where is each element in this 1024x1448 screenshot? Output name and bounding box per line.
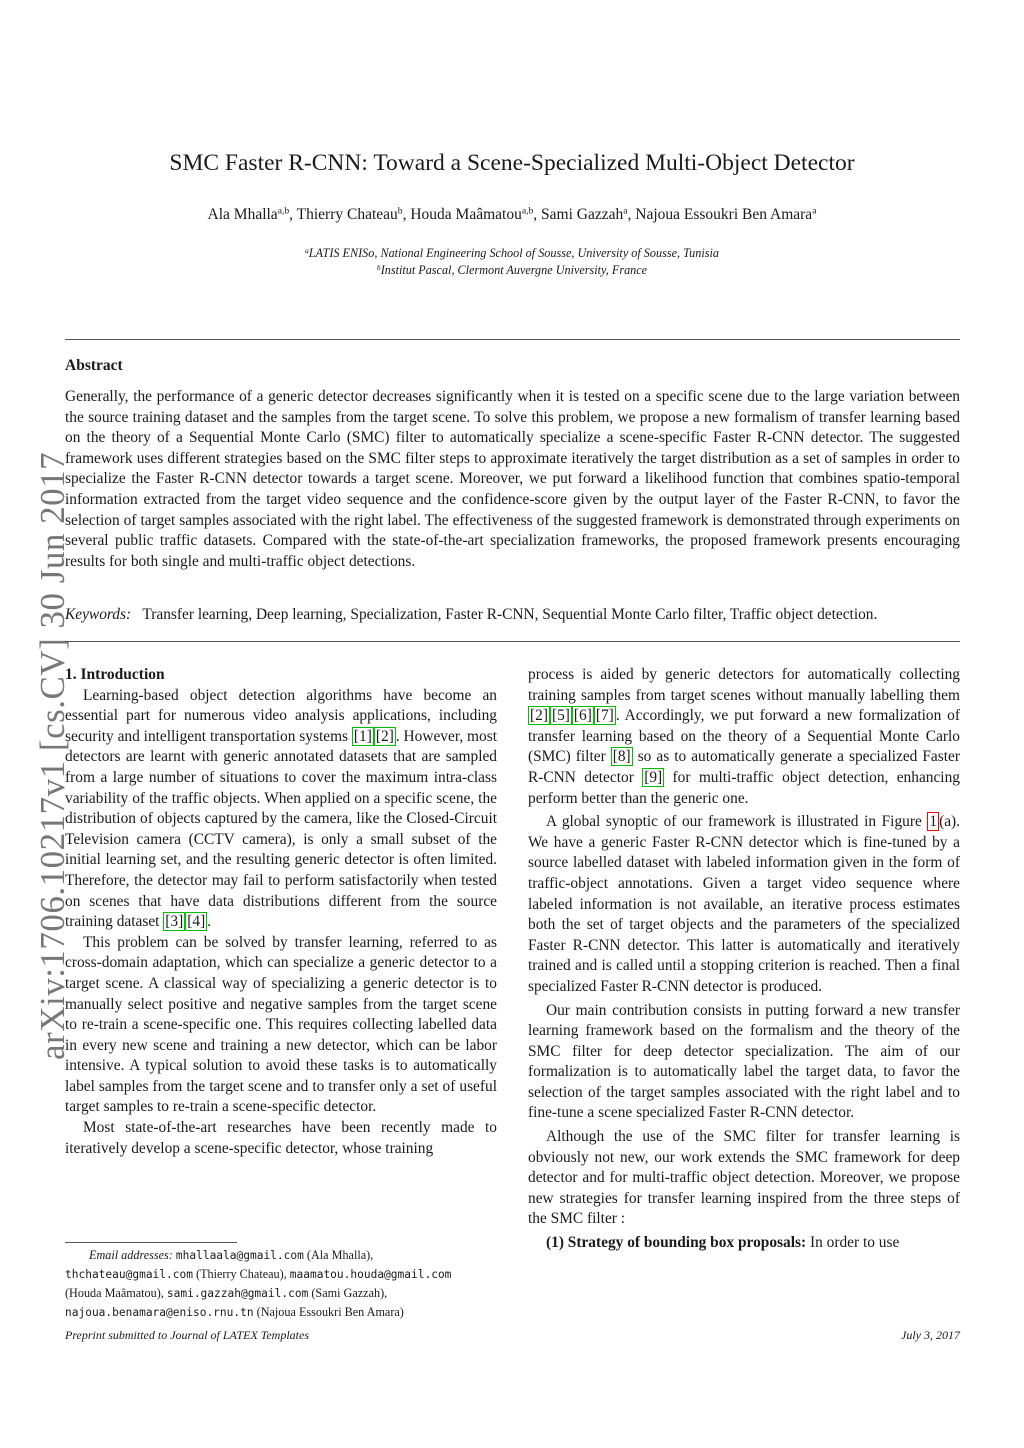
- paper-title: SMC Faster R-CNN: Toward a Scene-Specialized Multi-Object Detector: [169, 150, 855, 176]
- affiliation-text: LATIS ENISo, National Engineering School of Sousse, University of Sousse, Tunisia: [308, 246, 719, 260]
- preprint-note: Preprint submitted to Journal of LATEX Templates: [65, 1328, 310, 1342]
- keywords: [65, 605, 960, 626]
- author-affiliation: a: [623, 205, 628, 217]
- intro-paragraph-7: Although the use of the SMC filter for transfer learning is obviously not new, our work extends the SMC framework for deep detector and for multi-traffic object detection. Moreover, we propose new strategies for transfer learning inspired from the three steps of the SMC filter :: [528, 1128, 960, 1228]
- affiliation-b: [0, 263, 1024, 278]
- intro-paragraph-4: process is aided by generic detectors for automatically collecting training samples from target scenes without manually labelling them [2] [5] [6] [7] . Accordingly, we put forward a new formalization of transfer learning based on the theory of a Sequential Monte Carlo (SMC) filter [8] so as to automatically generate a specialized Faster R-CNN detector [9] for multi-traffic object detection, enhancing perform better than the generic one.: [528, 666, 960, 807]
- author-affiliation: a,b: [277, 205, 290, 217]
- right-column: [528, 665, 960, 1254]
- author-affiliation: a: [812, 205, 817, 217]
- preprint-date: July 3, 2017: [901, 1328, 960, 1342]
- strategy-heading: (1) Strategy of bounding box proposals:: [546, 1234, 807, 1252]
- affiliation-mark: b: [376, 262, 381, 272]
- email-link[interactable]: sami.gazzah@gmail.com: [166, 1287, 309, 1300]
- email-link[interactable]: najoua.benamara@eniso.rnu.tn: [65, 1306, 254, 1319]
- intro-paragraph-6: Our main contribution consists in putting forward a new transfer learning framework based on the formalism and the theory of the SMC filter for deep detector specialization. The aim of our formalization is to automatically label the target data, to favor the selection of the target samples associated with the right label and to fine-tune a scene specialized Faster R-CNN detector.: [528, 1001, 960, 1122]
- citation-link[interactable]: [2]: [530, 707, 548, 725]
- abstract-bottom-rule: [65, 641, 960, 642]
- section-heading-introduction: 1. Introduction: [65, 666, 165, 683]
- email-link[interactable]: mhallaala@gmail.com: [175, 1249, 304, 1262]
- footnote-label: Email addresses:: [89, 1248, 173, 1262]
- figure-link[interactable]: 1: [929, 813, 938, 831]
- affiliation-a: [0, 246, 1024, 261]
- author-affiliation: a,b: [521, 205, 534, 217]
- citation-link[interactable]: [6]: [573, 707, 592, 725]
- arxiv-identifier: arXiv:1706.10217v1 [cs.CV] 30 Jun 2017: [33, 451, 72, 1060]
- citation-link[interactable]: [5]: [551, 707, 570, 725]
- email-link[interactable]: maamatou.houda@gmail.com: [289, 1268, 452, 1281]
- left-column: [65, 665, 497, 1159]
- citation-link[interactable]: [7]: [595, 707, 614, 725]
- email-link[interactable]: thchateau@gmail.com: [65, 1268, 193, 1281]
- author-list: Ala Mhalla$^{a,b}$, Thierry Chateau$^b$, Houda Maâmatou$^{a,b}$, Sami Gazzah$^a$, Najoua Essoukri Ben Amara$^a$: [207, 205, 817, 223]
- abstract-top-rule: [65, 339, 960, 340]
- keywords-label: Keywords:: [65, 606, 132, 623]
- affiliation-text: Institut Pascal, Clermont Auvergne University, France: [380, 263, 648, 277]
- abstract-text: Generally, the performance of a generic detector decreases significantly when it is tested on a specific scene due to the large variation between the source training dataset and the samples from the target scene. To solve this problem, we propose a new formalism of transfer learning based on the theory of a Sequential Monte Carlo (SMC) filter to automatically specialize a scene-specific Faster R-CNN detector. The suggested framework uses different strategies based on the SMC filter steps to approximate iteratively the target distribution as a set of samples in order to specialize the Faster R-CNN detector towards a target scene. Moreover, we put forward a likelihood function that combines spatio-temporal information extracted from the target video sequence and the confidence-score given by the output layer of the Faster R-CNN, to favor the selection of target samples associated with the right label. The effectiveness of the suggested framework is demonstrated through experiments on several public traffic datasets. Compared with the state-of-the-art specialization frameworks, the proposed framework presents encouraging results for both single and multi-traffic object detections.: [65, 388, 960, 570]
- intro-paragraph-2: This problem can be solved by transfer learning, referred to as cross-domain adaptation, which can specialize a generic detector to a target scene. A classical way of specializing a generic detector is to manually select positive and negative samples from the target scene to re-train a scene-specific one. This requires collecting labelled data in every new scene and training a new detector, which can be labor intensive. A typical solution to avoid these tasks is to automatically label samples from the target scene and to transfer only a set of useful target samples to re-train a scene-specific detector.: [65, 933, 497, 1116]
- author-name: Sami Gazzah: [541, 206, 624, 223]
- footnote-rule: [65, 1242, 237, 1243]
- author-affiliation: b: [397, 205, 403, 217]
- citation-link[interactable]: [4]: [187, 913, 206, 931]
- citation-link[interactable]: [3]: [165, 913, 184, 931]
- intro-paragraph-5: A global synoptic of our framework is illustrated in Figure 1 (a). We have a generic Faster R-CNN detector which is fine-tuned by a source labelled dataset with labeled information given in the form of traffic-object annotations. Given a target video sequence where labeled information is not available, an iterative process estimates both the set of target objects and the parameters of the specialized Faster R-CNN detector. This latter is automatically and iteratively trained and is called until a stopping criterion is reached. Then a final specialized Faster R-CNN detector is produced.: [528, 813, 960, 995]
- intro-paragraph-1: Learning-based object detection algorithms have become an essential part for numerous video analysis applications, including security and intelligent transportation systems [1] [2] . However, most detectors are learnt with generic annotated datasets that are sampled from a large number of situations to cover the maximum intra-class variability of the traffic objects. When applied on a specific scene, the distribution of objects captured by the camera, like the Closed-Circuit Television camera (CCTV camera), is only a small subset of the initial learning set, and the resulting generic detector is often limited. Therefore, the detector may fail to perform satisfactorily when tested on scenes that have data distributions different from the source training dataset [3] [4] .: [65, 686, 497, 931]
- author-name: Najoua Essoukri Ben Amara: [635, 206, 813, 223]
- author-name: Houda Maâmatou: [410, 206, 522, 223]
- citation-link[interactable]: [2]: [375, 727, 394, 745]
- affiliation-mark: a: [305, 245, 309, 255]
- footnote-emails: Email addresses: mhallaala@gmail.com (Ala Mhalla), thchateau@gmail.com (Thierry Chateau), maamatou.houda@gmail.com (Houda Maâmatou), sami.gazzah@gmail.com (Sami Gazzah), najoua.benamara@eniso.rnu.tn (Najoua Essoukri Ben Amara): [65, 1248, 452, 1319]
- citation-link[interactable]: [1]: [353, 727, 372, 745]
- keywords-text: Transfer learning, Deep learning, Specialization, Faster R-CNN, Sequential Monte Carlo filter, Traffic object detection.: [142, 606, 878, 623]
- intro-paragraph-8: (1) Strategy of bounding box proposals: In order to use: [546, 1234, 900, 1252]
- author-name: Ala Mhalla: [207, 206, 278, 223]
- intro-paragraph-3: Most state-of-the-art researches have been recently made to iteratively develop a scene-specific detector, whose training: [65, 1119, 497, 1157]
- abstract-heading: Abstract: [65, 357, 123, 374]
- author-name: Thierry Chateau: [296, 206, 398, 223]
- citation-link[interactable]: [9]: [644, 768, 663, 786]
- citation-link[interactable]: [8]: [612, 748, 631, 766]
